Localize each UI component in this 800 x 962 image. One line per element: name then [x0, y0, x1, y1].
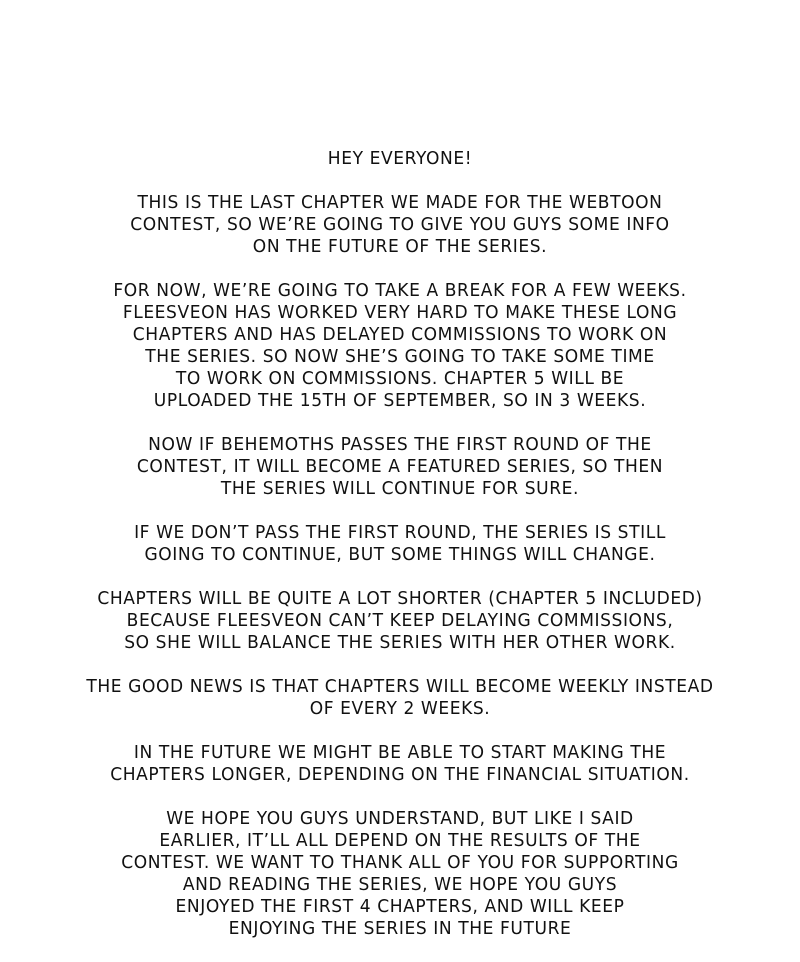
note-line: UPLOADED THE 15TH OF SEPTEMBER, SO IN 3 WEEKS.: [153, 391, 647, 411]
note-line: NOW IF BEHEMOTHS PASSES THE FIRST ROUND OF THE: [148, 435, 652, 455]
note-line: AND READING THE SERIES, WE HOPE YOU GUYS: [182, 875, 618, 895]
note-line: ENJOYING THE SERIES IN THE FUTURE: [228, 919, 572, 939]
note-line: CHAPTERS AND HAS DELAYED COMMISSIONS TO WORK ON: [132, 325, 668, 345]
note-line: GOING TO CONTINUE, BUT SOME THINGS WILL CHANGE.: [144, 545, 656, 565]
note-line: ENJOYED THE FIRST 4 CHAPTERS, AND WILL KEEP: [175, 897, 625, 917]
note-paragraph-future: [0, 742, 800, 786]
note-line: ON THE FUTURE OF THE SERIES.: [252, 237, 548, 257]
note-line: SO SHE WILL BALANCE THE SERIES WITH HER OTHER WORK.: [124, 633, 676, 653]
note-line: FLEESVEON HAS WORKED VERY HARD TO MAKE THESE LONG: [122, 303, 678, 323]
note-paragraph-greeting: [0, 148, 800, 170]
note-line: HEY EVERYONE!: [327, 149, 473, 169]
note-line: CHAPTERS WILL BE QUITE A LOT SHORTER (CHAPTER 5 INCLUDED): [97, 589, 703, 609]
note-line: THIS IS THE LAST CHAPTER WE MADE FOR THE WEBTOON: [137, 193, 663, 213]
note-paragraph-contest-pass: [0, 434, 800, 500]
note-line: THE SERIES. SO NOW SHE’S GOING TO TAKE SOME TIME: [145, 347, 655, 367]
note-paragraph-shorter-chapters: [0, 588, 800, 654]
note-line: OF EVERY 2 WEEKS.: [309, 699, 491, 719]
note-line: CONTEST, IT WILL BECOME A FEATURED SERIES, SO THEN: [136, 457, 664, 477]
note-paragraph-thanks: [0, 808, 800, 940]
note-paragraph-good-news: [0, 676, 800, 720]
note-paragraph-break: [0, 280, 800, 412]
note-line: FOR NOW, WE’RE GOING TO TAKE A BREAK FOR A FEW WEEKS.: [113, 281, 687, 301]
note-paragraph-contest-fail: [0, 522, 800, 566]
note-line: BECAUSE FLEESVEON CAN’T KEEP DELAYING COMMISSIONS,: [126, 611, 674, 631]
note-line: EARLIER, IT’LL ALL DEPEND ON THE RESULTS OF THE: [159, 831, 641, 851]
note-line: CONTEST. WE WANT TO THANK ALL OF YOU FOR SUPPORTING: [121, 853, 679, 873]
note-line: CONTEST, SO WE’RE GOING TO GIVE YOU GUYS SOME INFO: [130, 215, 670, 235]
note-line: IN THE FUTURE WE MIGHT BE ABLE TO START MAKING THE: [133, 743, 667, 763]
note-line: IF WE DON’T PASS THE FIRST ROUND, THE SERIES IS STILL: [134, 523, 666, 543]
note-line: WE HOPE YOU GUYS UNDERSTAND, BUT LIKE I SAID: [166, 809, 634, 829]
note-line: CHAPTERS LONGER, DEPENDING ON THE FINANCIAL SITUATION.: [110, 765, 690, 785]
note-line: THE GOOD NEWS IS THAT CHAPTERS WILL BECOME WEEKLY INSTEAD: [86, 677, 714, 697]
note-line: TO WORK ON COMMISSIONS. CHAPTER 5 WILL BE: [175, 369, 625, 389]
note-line: THE SERIES WILL CONTINUE FOR SURE.: [220, 479, 580, 499]
note-paragraph-intro: [0, 192, 800, 258]
author-note: [0, 148, 800, 962]
